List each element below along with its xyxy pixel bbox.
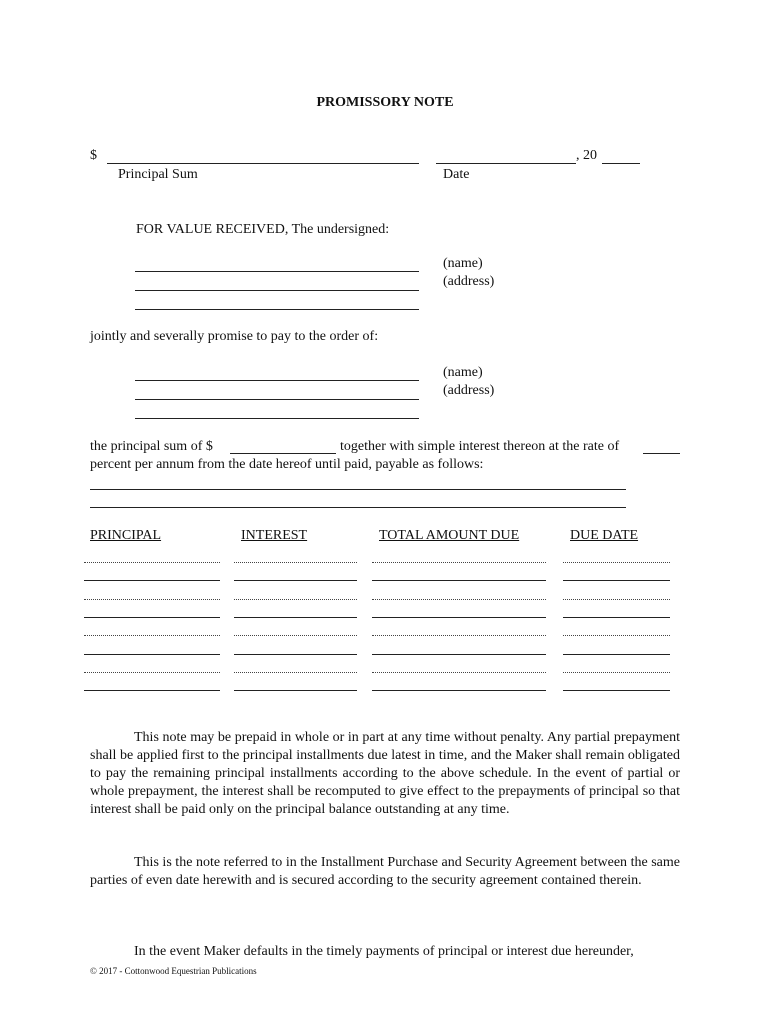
principal-sentence-line2: percent per annum from the date hereof until paid, payable as follows: bbox=[90, 457, 484, 472]
schedule-header-interest: INTEREST bbox=[241, 528, 308, 543]
schedule-interest-field[interactable] bbox=[234, 562, 357, 563]
document-title: PROMISSORY NOTE bbox=[316, 95, 454, 110]
dollar-sign: $ bbox=[90, 148, 97, 163]
schedule-due-date-field[interactable] bbox=[563, 580, 670, 581]
date-year-field[interactable] bbox=[602, 163, 640, 164]
prepayment-text: This note may be prepaid in whole or in part at any time without penalty. Any partial prepayment shall be applied first to the principal installments due latest in time, and the Maker shall remain obligated to pay the remaining principal installments according to the above schedule. In the event of partial or whole prepayment, the interest shall be recomputed to give effect to the prepayments of principal so that interest shall be paid only on the principal balance outstanding at any time. bbox=[90, 730, 680, 817]
security-text: This is the note referred to in the Installment Purchase and Security Agreement between the same parties of even date herewith and is secured according to the security agreement contained therein. bbox=[90, 855, 680, 888]
schedule-interest-field[interactable] bbox=[234, 672, 357, 673]
payment-terms-field-2[interactable] bbox=[90, 507, 626, 508]
principal-sentence-part2: together with simple interest thereon at the rate of bbox=[340, 439, 620, 454]
maker-address-field-1[interactable] bbox=[135, 290, 419, 291]
schedule-principal-field[interactable] bbox=[84, 580, 220, 581]
schedule-interest-field[interactable] bbox=[234, 635, 357, 636]
schedule-interest-field[interactable] bbox=[234, 690, 357, 691]
schedule-principal-field[interactable] bbox=[84, 617, 220, 618]
principal-sum-label: Principal Sum bbox=[118, 167, 198, 182]
payee-name-field[interactable] bbox=[135, 380, 419, 381]
schedule-principal-field[interactable] bbox=[84, 654, 220, 655]
schedule-principal-field[interactable] bbox=[84, 672, 220, 673]
for-value-received: FOR VALUE RECEIVED, The undersigned: bbox=[136, 222, 390, 237]
prepayment-paragraph bbox=[90, 729, 680, 819]
schedule-due-date-field[interactable] bbox=[563, 690, 670, 691]
security-paragraph bbox=[90, 854, 680, 890]
schedule-principal-field[interactable] bbox=[84, 635, 220, 636]
schedule-principal-field[interactable] bbox=[84, 562, 220, 563]
copyright-footer: © 2017 - Cottonwood Equestrian Publications bbox=[90, 966, 257, 976]
schedule-principal-field[interactable] bbox=[84, 690, 220, 691]
schedule-due-date-field[interactable] bbox=[563, 617, 670, 618]
schedule-due-date-field[interactable] bbox=[563, 562, 670, 563]
schedule-principal-field[interactable] bbox=[84, 599, 220, 600]
schedule-total-field[interactable] bbox=[372, 562, 546, 563]
payment-terms-field-1[interactable] bbox=[90, 489, 626, 490]
date-year-prefix: , 20 bbox=[576, 148, 597, 163]
schedule-due-date-field[interactable] bbox=[563, 599, 670, 600]
maker-name-label: (name) bbox=[443, 256, 483, 271]
maker-address-label: (address) bbox=[443, 274, 495, 289]
date-field[interactable] bbox=[436, 163, 576, 164]
promise-text: jointly and severally promise to pay to the order of: bbox=[90, 329, 379, 344]
principal-amount-field[interactable] bbox=[230, 453, 336, 454]
schedule-total-field[interactable] bbox=[372, 580, 546, 581]
schedule-due-date-field[interactable] bbox=[563, 654, 670, 655]
schedule-due-date-field[interactable] bbox=[563, 672, 670, 673]
schedule-interest-field[interactable] bbox=[234, 654, 357, 655]
schedule-total-field[interactable] bbox=[372, 599, 546, 600]
payee-address-field-2[interactable] bbox=[135, 418, 419, 419]
schedule-total-field[interactable] bbox=[372, 635, 546, 636]
payee-name-label: (name) bbox=[443, 365, 483, 380]
schedule-interest-field[interactable] bbox=[234, 580, 357, 581]
default-text: In the event Maker defaults in the timely payments of principal or interest due hereunder, bbox=[134, 944, 634, 959]
schedule-total-field[interactable] bbox=[372, 672, 546, 673]
maker-address-field-2[interactable] bbox=[135, 309, 419, 310]
schedule-total-field[interactable] bbox=[372, 654, 546, 655]
schedule-interest-field[interactable] bbox=[234, 617, 357, 618]
schedule-total-field[interactable] bbox=[372, 617, 546, 618]
schedule-header-total: TOTAL AMOUNT DUE bbox=[379, 528, 520, 543]
schedule-total-field[interactable] bbox=[372, 690, 546, 691]
payee-address-field-1[interactable] bbox=[135, 399, 419, 400]
schedule-header-principal: PRINCIPAL bbox=[90, 528, 162, 543]
schedule-due-date-field[interactable] bbox=[563, 635, 670, 636]
maker-name-field[interactable] bbox=[135, 271, 419, 272]
default-paragraph bbox=[90, 943, 680, 961]
payee-address-label: (address) bbox=[443, 383, 495, 398]
date-label: Date bbox=[443, 167, 470, 182]
principal-sentence-part1: the principal sum of $ bbox=[90, 439, 213, 454]
interest-rate-field[interactable] bbox=[643, 453, 680, 454]
schedule-interest-field[interactable] bbox=[234, 599, 357, 600]
schedule-header-due-date: DUE DATE bbox=[570, 528, 639, 543]
principal-sum-field[interactable] bbox=[107, 163, 419, 164]
